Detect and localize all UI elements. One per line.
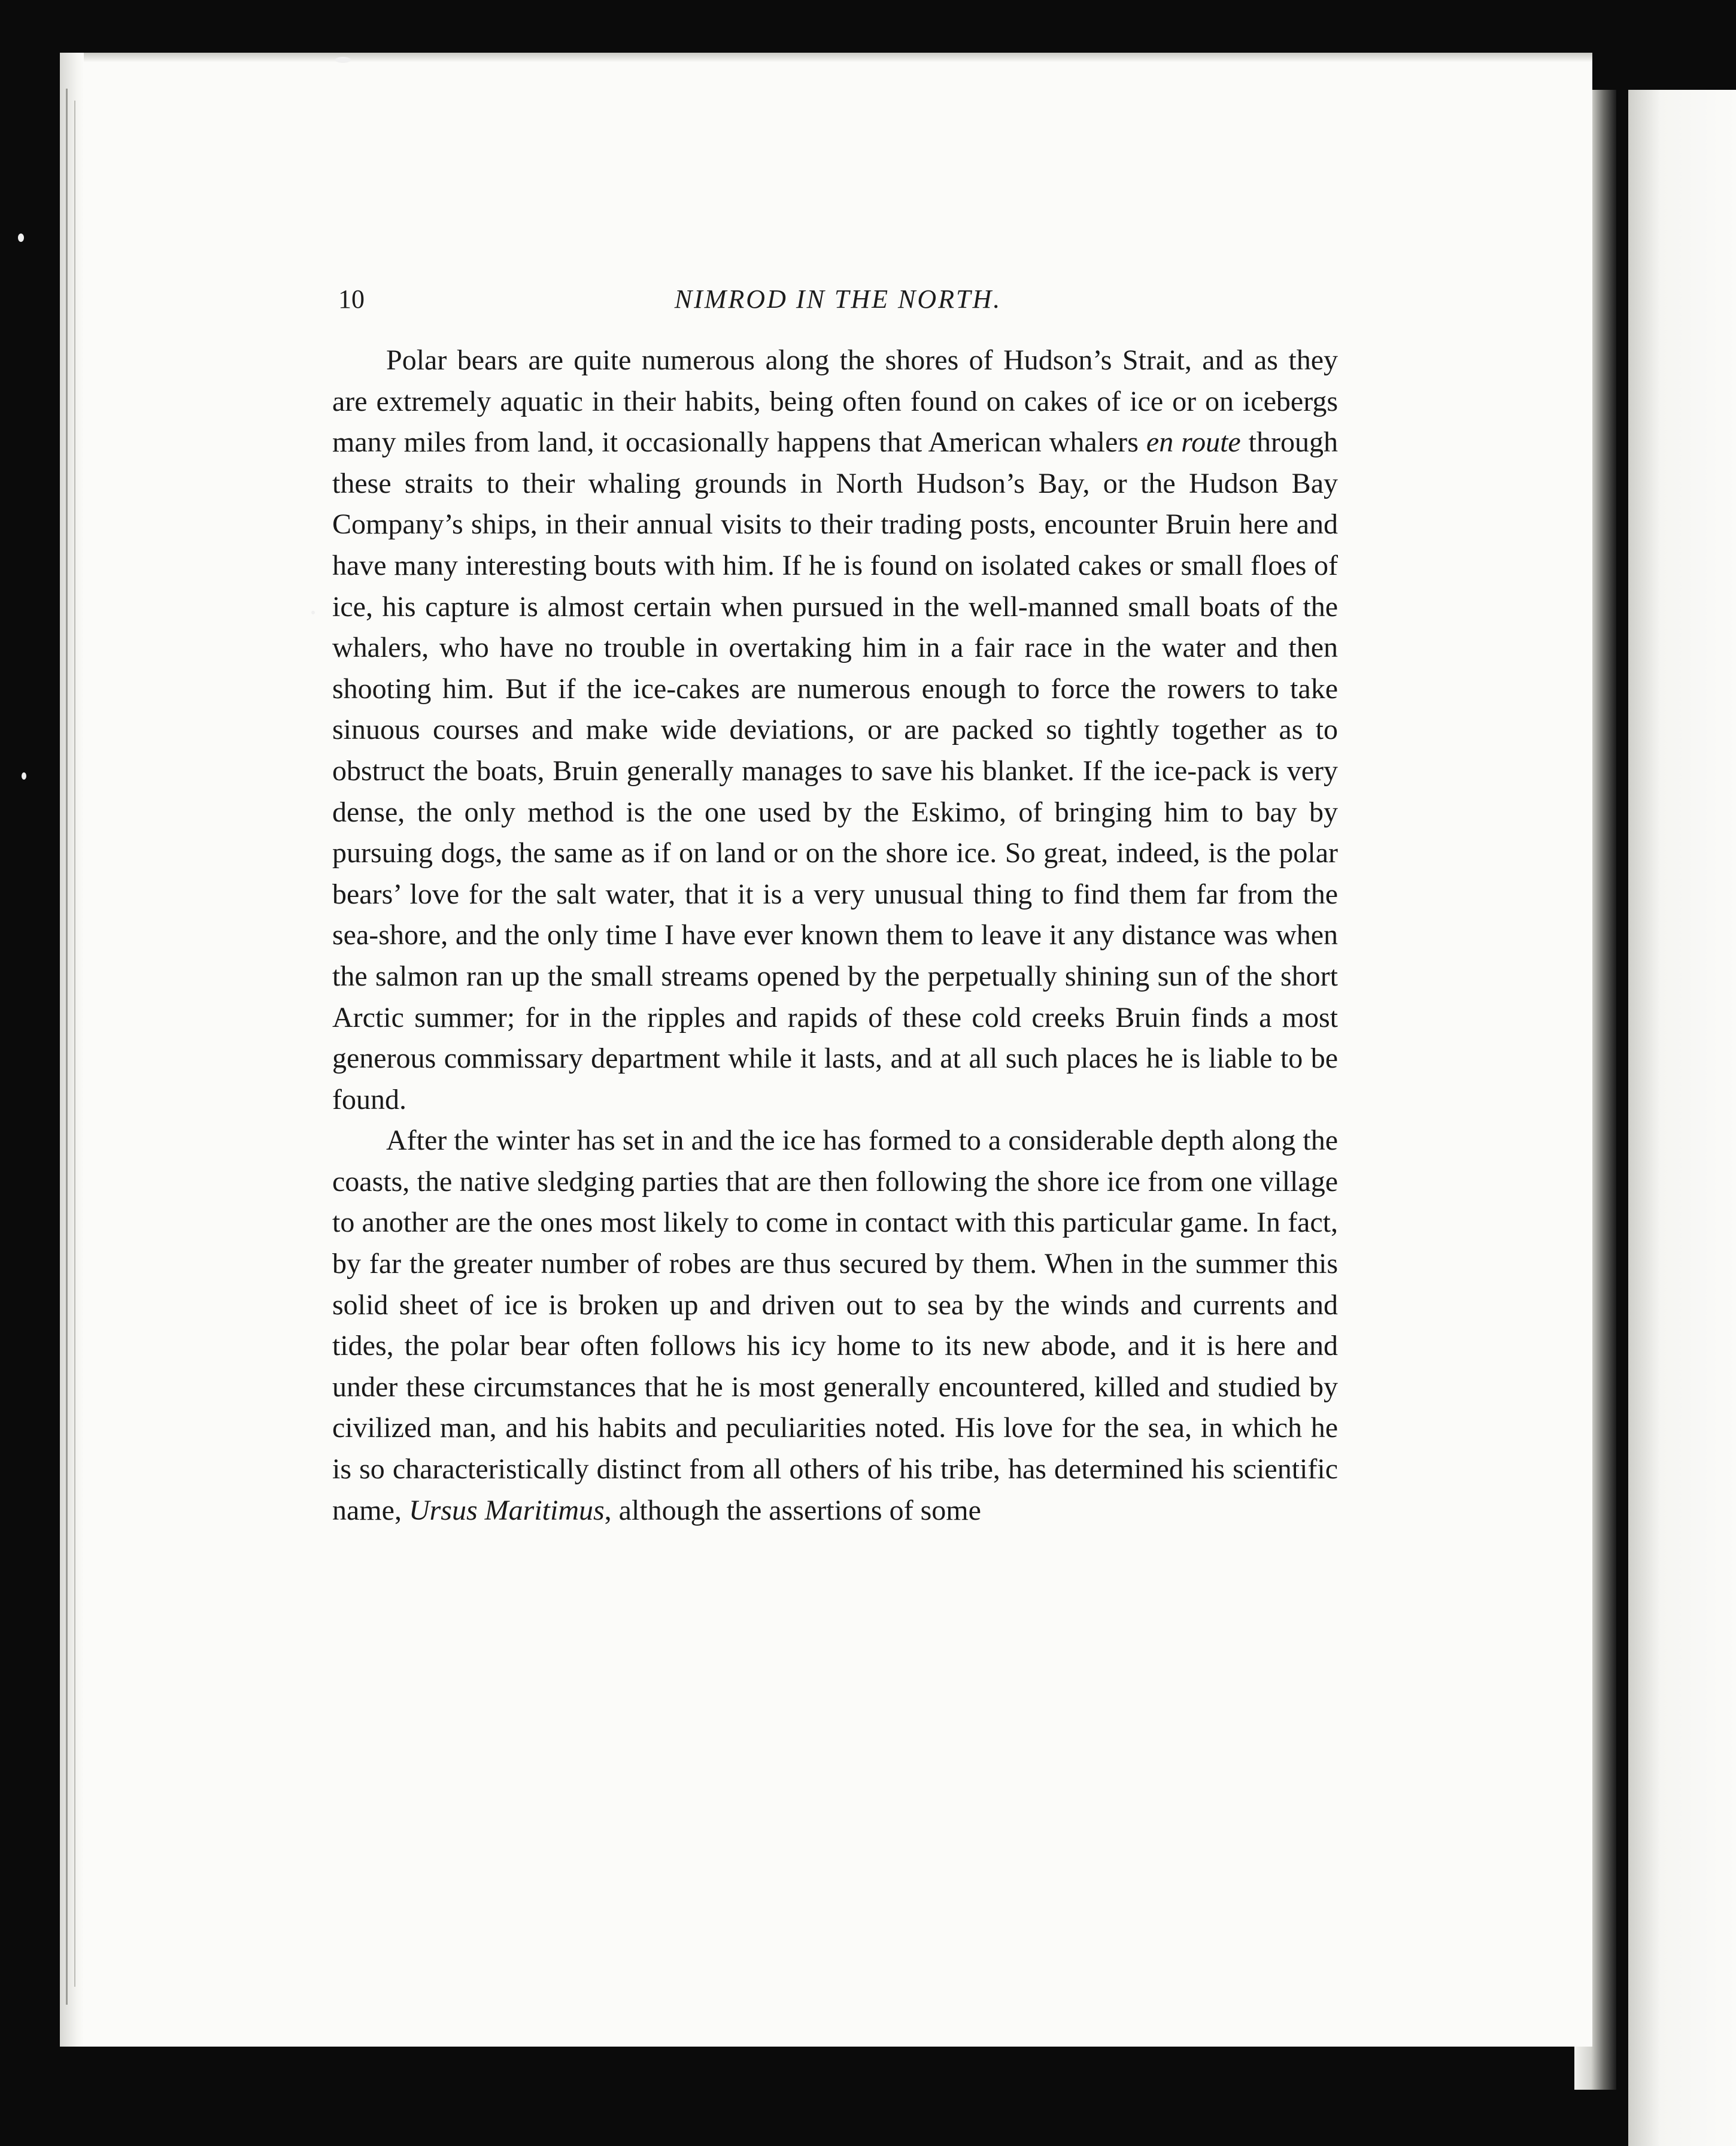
paragraph-1-text-a: Polar bears are quite numerous along the shores of Hudson’s Strait, and as they are extremely aquatic in their habits, being often found on cakes of ice or on icebergs many miles from land, it occasionally happens that American whalers [332,344,1338,459]
page-top-edge [60,53,1592,62]
scan-speck [22,772,26,780]
running-title: NIMROD IN THE NORTH. [674,284,1002,314]
paragraph-1-italic-en-route: en route [1146,426,1241,459]
running-head [338,281,1338,317]
scan-speck [335,57,351,63]
paragraph-1-text-b: through these straits to their whaling grounds in North Hudson’s Bay, or the Hudson Bay Company’s ships, in their annual visits to their trading posts, encounter Bruin here and have many interesting bouts with him. If he is found on isolated cakes or small floes of ice, his capture is almost certain when pursued in the well-manned small boats of the whalers, who have no trouble in overtaking him in a fair race in the water and then shooting him. But if the ice-cakes are numerous enough to force the rowers to take sinuous courses and make wide deviations, or are packed so tightly together as to obstruct the boats, Bruin generally manages to save his blanket. If the ice-pack is very dense, the only method is the one used by the Eskimo, of bringing him to bay by pursuing dogs, the same as if on land or on the shore ice. So great, indeed, is the polar bears’ love for the salt water, that it is a very unusual thing to find them far from the sea-shore, and the only time I have ever known them to leave it any distance was when the salmon ran up the small streams opened by the perpetually shining sun of the short Arctic summer; for in the ripples and rapids of these cold creeks Bruin finds a most generous commissary department while it lasts, and at all such places he is liable to be found. [332,426,1339,1116]
body-text [332,340,1338,1531]
adjacent-page [1628,90,1736,2146]
paragraph-2 [332,1120,1338,1531]
paragraph-2-text-a: After the winter has set in and the ice has formed to a considerable depth along the coasts, the native sledging parties that are then following the shore ice from one village to another are the ones most likely to come in contact with this particular game. In fact, by far the greater number of robes are thus secured by them. When in the summer this solid sheet of ice is broken up and driven out to sea by the winds and currents and tides, the polar bear often follows his icy home to its new abode, and it is here and under these circumstances that he is most generally encountered, killed and studied by civilized man, and his habits and peculiarities noted. His love for the sea, in which he is so characteristically distinct from all others of his tribe, has determined his scientific name, [332,1124,1338,1526]
scan-speck [18,234,24,242]
page-left-edge [60,53,84,2047]
paragraph-2-text-b: , although the assertions of some [604,1494,981,1526]
paragraph-1 [332,340,1338,1120]
scan-speck [311,611,315,614]
paragraph-2-italic-scientific-name: Ursus Maritimus [408,1494,605,1526]
page-number: 10 [338,284,365,314]
